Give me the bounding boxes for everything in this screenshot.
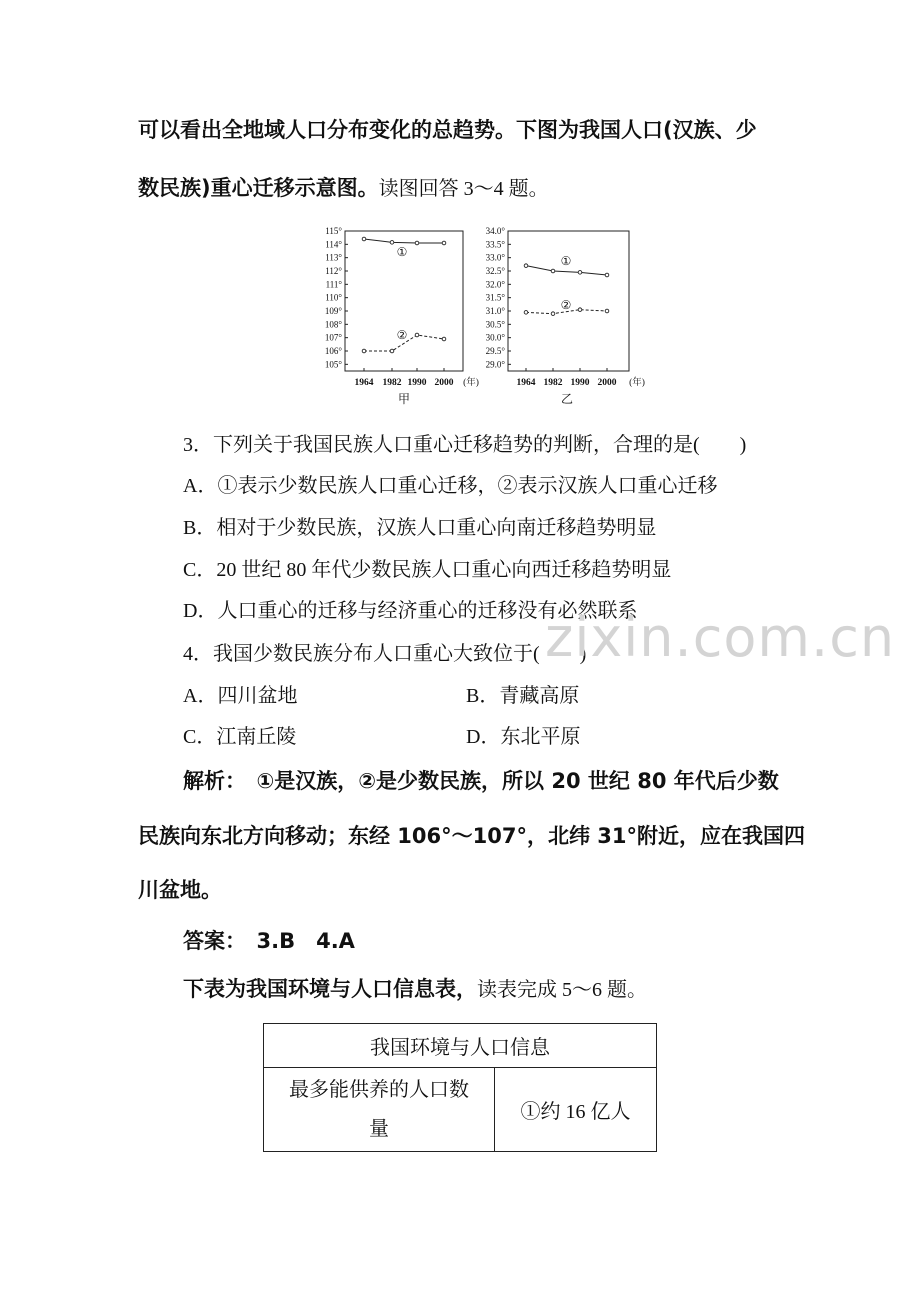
data-point bbox=[524, 264, 528, 268]
y-tick-label: 114° bbox=[325, 239, 342, 250]
data-point bbox=[390, 241, 394, 245]
data-point bbox=[390, 349, 394, 353]
question-4-option-c: C．江南丘陵 bbox=[183, 726, 297, 748]
data-point bbox=[551, 269, 555, 273]
y-tick-label: 29.5° bbox=[485, 346, 505, 356]
question-3-option-b: B．相对于少数民族，汉族人口重心向南迁移趋势明显 bbox=[183, 517, 657, 539]
intro-line-2-bold: 数民族)重心迁移示意图。 bbox=[138, 176, 379, 200]
x-tick-label: 1982 bbox=[543, 378, 563, 388]
series-label-2: ② bbox=[396, 328, 408, 342]
table-cell-label-line-1: 最多能供养的人口数 bbox=[289, 1078, 469, 1101]
question-3-option-a: A．①表示少数民族人口重心迁移，②表示汉族人口重心迁移 bbox=[183, 475, 718, 497]
table-cell-label-line-2: 量 bbox=[369, 1117, 389, 1140]
y-tick-label: 29.0° bbox=[485, 359, 505, 370]
y-tick-label: 111° bbox=[325, 279, 342, 290]
x-tick-label: 1964 bbox=[516, 378, 536, 388]
chart-2 bbox=[486, 226, 645, 406]
y-tick-label: 34.0° bbox=[485, 226, 505, 236]
data-point bbox=[524, 311, 528, 315]
table-intro-bold: 下表为我国环境与人口信息表， bbox=[183, 977, 477, 1001]
y-tick-label: 30.5° bbox=[485, 319, 505, 330]
data-point bbox=[415, 333, 419, 337]
watermark-text: zixin.com.cn bbox=[545, 606, 896, 669]
y-tick-label: 32.5° bbox=[485, 266, 505, 276]
y-tick-label: 30.0° bbox=[485, 332, 505, 343]
series-label-2: ② bbox=[560, 298, 572, 312]
y-tick-label: 31.5° bbox=[485, 292, 505, 303]
y-tick-label: 110° bbox=[325, 292, 342, 303]
series-line-1 bbox=[364, 239, 444, 243]
data-point bbox=[362, 349, 366, 353]
data-point bbox=[362, 237, 366, 241]
data-point bbox=[442, 337, 446, 341]
question-4-option-b: B．青藏高原 bbox=[466, 685, 580, 707]
x-tick-label: 1982 bbox=[382, 378, 402, 388]
analysis-line-2: 民族向东北方向移动；东经 106°～107°，北纬 31°附近，应在我国四 bbox=[138, 824, 806, 848]
y-tick-label: 109° bbox=[324, 306, 342, 316]
x-tick-label: 1990 bbox=[570, 378, 590, 388]
x-tick-label: 2000 bbox=[597, 378, 617, 388]
data-point bbox=[442, 241, 446, 245]
data-point bbox=[415, 241, 419, 245]
intro-line-1: 可以看出全地域人口分布变化的总趋势。下图为我国人口(汉族、少 bbox=[138, 118, 757, 142]
y-tick-label: 108° bbox=[324, 319, 342, 330]
question-4-option-d: D．东北平原 bbox=[466, 726, 581, 748]
table-cell-value: ①约 16 亿人 bbox=[495, 1068, 657, 1152]
analysis-line-3: 川盆地。 bbox=[138, 878, 222, 902]
question-4-stem: 4．我国少数民族分布人口重心大致位于( ) bbox=[183, 643, 587, 665]
answer-line: 答案： 3.B 4.A bbox=[183, 929, 355, 953]
x-tick-label: 1990 bbox=[407, 378, 427, 388]
y-tick-label: 115° bbox=[325, 226, 342, 236]
chart-1 bbox=[325, 226, 479, 406]
table-cell-label bbox=[264, 1068, 495, 1152]
data-point bbox=[605, 309, 609, 313]
question-3-stem: 3．下列关于我国民族人口重心迁移趋势的判断，合理的是( ) bbox=[183, 434, 747, 456]
analysis-line-1: 解析： ①是汉族，②是少数民族，所以 20 世纪 80 年代后少数 bbox=[183, 769, 779, 793]
y-tick-label: 105° bbox=[324, 359, 342, 370]
y-tick-label: 112° bbox=[325, 266, 342, 276]
question-4-option-a: A．四川盆地 bbox=[183, 685, 298, 707]
question-3-option-d: D．人口重心的迁移与经济重心的迁移没有必然联系 bbox=[183, 600, 638, 622]
table-header: 我国环境与人口信息 bbox=[264, 1024, 657, 1068]
table-intro bbox=[183, 979, 647, 1000]
x-tick-label: 2000 bbox=[434, 378, 454, 388]
intro-line-2-regular: 读图回答 3～4 题。 bbox=[378, 178, 549, 200]
y-tick-label: 33.0° bbox=[485, 252, 505, 263]
environment-population-table bbox=[263, 1023, 657, 1152]
chart-title: 乙 bbox=[560, 392, 574, 406]
series-label-1: ① bbox=[396, 245, 408, 259]
data-point bbox=[605, 273, 609, 277]
data-point bbox=[551, 312, 555, 316]
y-tick-label: 107° bbox=[324, 332, 342, 343]
population-center-charts bbox=[0, 0, 920, 420]
y-tick-label: 31.0° bbox=[485, 306, 505, 316]
y-tick-label: 32.0° bbox=[485, 279, 505, 290]
table-intro-regular: 读表完成 5～6 题。 bbox=[477, 979, 647, 1001]
y-tick-label: 106° bbox=[324, 346, 342, 356]
y-tick-label: 113° bbox=[325, 252, 342, 263]
chart-title: 甲 bbox=[397, 392, 411, 406]
x-unit-label: (年) bbox=[629, 378, 645, 388]
x-tick-label: 1964 bbox=[354, 378, 374, 388]
series-label-1: ① bbox=[560, 254, 572, 268]
x-unit-label: (年) bbox=[463, 378, 479, 388]
y-tick-label: 33.5° bbox=[485, 239, 505, 250]
question-3-option-c: C．20 世纪 80 年代少数民族人口重心向西迁移趋势明显 bbox=[183, 559, 672, 581]
data-point bbox=[578, 271, 582, 275]
data-point bbox=[578, 308, 582, 312]
